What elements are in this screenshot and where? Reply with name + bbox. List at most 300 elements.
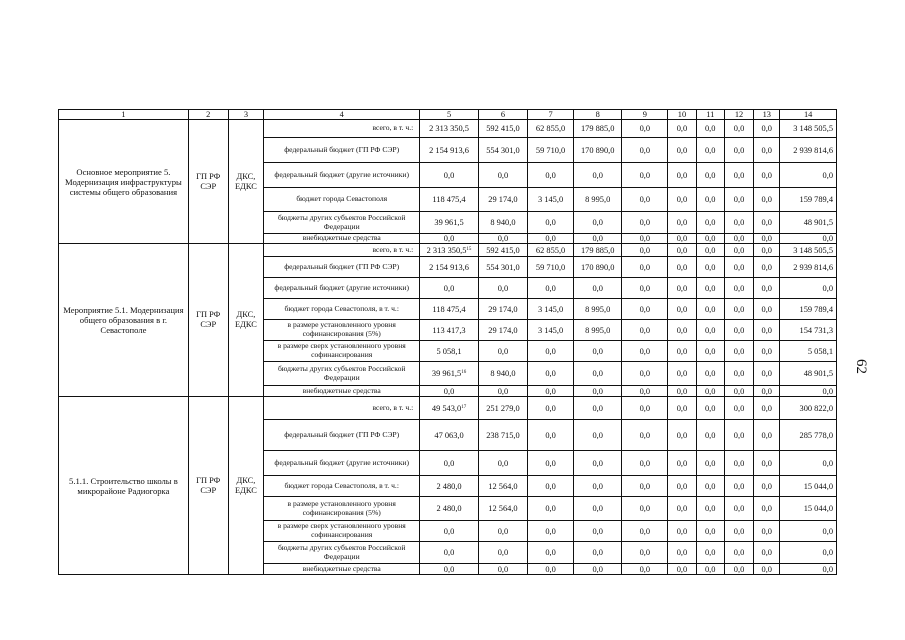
amount-cell <box>724 138 753 163</box>
amount-value: 154 731,3 <box>799 325 833 335</box>
amount-cell <box>668 497 696 521</box>
header-cell: 8 <box>574 110 622 120</box>
amount-cell <box>780 497 837 521</box>
amount-value: 0,0 <box>761 304 772 314</box>
amount-value: 0,0 <box>761 564 772 574</box>
amount-cell <box>754 397 780 420</box>
amount-value: 0,0 <box>704 262 716 272</box>
amount-cell <box>420 120 479 138</box>
amount-cell <box>668 521 696 542</box>
amount-cell <box>622 320 668 341</box>
amount-cell <box>754 362 780 386</box>
amount-cell <box>420 341 479 362</box>
header-cell: 3 <box>228 110 264 120</box>
amount-cell <box>420 397 479 420</box>
amount-cell <box>724 341 753 362</box>
block-main-event-5-executor: ДКС, ЕДКС <box>228 120 264 244</box>
amount-value: 159 789,4 <box>799 195 833 204</box>
amount-cell <box>420 420 479 451</box>
amount-value: 0,0 <box>761 369 772 378</box>
amount-cell <box>668 362 696 386</box>
amount-value: 0,0 <box>639 564 651 574</box>
amount-value: 113 417,3 <box>432 325 466 335</box>
amount-cell <box>574 362 622 386</box>
funding-source-label: в размере сверх установленного уровня софинансирования <box>264 341 420 362</box>
amount-cell <box>574 386 622 397</box>
amount-value: 0,0 <box>592 218 603 227</box>
amount-value: 0,0 <box>761 458 772 468</box>
amount-cell <box>668 188 696 212</box>
amount-value: 0,0 <box>704 504 716 513</box>
amount-value: 0,0 <box>639 430 651 440</box>
amount-cell <box>622 234 668 244</box>
amount-value: 592 415,0 <box>486 245 520 255</box>
amount-cell <box>528 234 574 244</box>
amount-cell <box>668 244 696 257</box>
amount-cell <box>780 138 837 163</box>
amount-cell <box>622 542 668 564</box>
amount-cell <box>622 451 668 476</box>
amount-value: 0,0 <box>761 403 772 413</box>
amount-cell <box>696 299 724 320</box>
amount-value: 0,0 <box>639 245 651 255</box>
amount-value: 0,0 <box>676 386 688 396</box>
amount-value: 0,0 <box>545 170 556 180</box>
amount-value: 0,0 <box>733 170 745 180</box>
amount-cell <box>780 320 837 341</box>
amount-value: 39 961,5 <box>434 218 464 227</box>
amount-cell <box>574 120 622 138</box>
amount-cell <box>668 278 696 299</box>
amount-cell <box>780 542 837 564</box>
amount-value: 0,0 <box>676 369 688 378</box>
amount-cell <box>420 244 479 257</box>
amount-cell <box>754 299 780 320</box>
amount-value: 0,0 <box>761 346 772 356</box>
amount-cell <box>780 476 837 497</box>
amount-cell <box>780 420 837 451</box>
amount-cell <box>696 386 724 397</box>
amount-cell <box>754 341 780 362</box>
amount-cell <box>724 564 753 575</box>
funding-source-label: федеральный бюджет (другие источники) <box>264 163 420 188</box>
amount-value: 3 148 505,5 <box>793 245 833 255</box>
amount-cell <box>478 476 527 497</box>
amount-cell <box>622 120 668 138</box>
header-cell: 5 <box>420 110 479 120</box>
amount-cell <box>420 362 479 386</box>
amount-value: 0,0 <box>761 262 772 272</box>
amount-cell <box>754 138 780 163</box>
amount-value: 0,0 <box>822 234 833 243</box>
amount-value: 0,0 <box>443 548 455 557</box>
amount-value: 0,0 <box>545 548 556 557</box>
block-event-5-1-executor: ДКС, ЕДКС <box>228 244 264 397</box>
amount-value: 0,0 <box>822 548 833 557</box>
amount-cell <box>478 212 527 234</box>
amount-value: 0,0 <box>761 386 772 396</box>
amount-cell <box>724 212 753 234</box>
amount-cell <box>574 341 622 362</box>
amount-cell <box>478 257 527 278</box>
amount-cell <box>478 188 527 212</box>
amount-value: 0,0 <box>733 403 745 413</box>
amount-value: 0,0 <box>497 458 509 468</box>
amount-cell <box>478 341 527 362</box>
amount-value: 59 710,0 <box>535 262 566 272</box>
block-main-event-5-title: Основное мероприятие 5. Модернизация инфраструктуры системы общего образования <box>59 120 189 244</box>
amount-cell <box>724 120 753 138</box>
amount-value: 0,0 <box>761 145 772 155</box>
funding-source-label: всего, в т. ч.: <box>264 397 420 420</box>
amount-value: 0,0 <box>592 386 603 396</box>
amount-value: 0,0 <box>497 564 509 574</box>
amount-cell <box>528 476 574 497</box>
amount-value: 0,0 <box>639 325 651 335</box>
amount-cell <box>754 451 780 476</box>
amount-cell <box>696 163 724 188</box>
amount-cell <box>754 320 780 341</box>
amount-cell <box>478 420 527 451</box>
header-cell: 7 <box>528 110 574 120</box>
amount-value: 0,0 <box>443 564 455 574</box>
amount-value: 179 885,0 <box>580 245 615 255</box>
amount-value: 0,0 <box>676 124 688 133</box>
amount-value: 47 063,0 <box>434 430 464 440</box>
amount-cell <box>696 120 724 138</box>
amount-cell <box>780 163 837 188</box>
amount-cell <box>668 341 696 362</box>
amount-value: 179 885,0 <box>580 124 615 133</box>
amount-value: 0,0 <box>592 346 603 356</box>
amount-cell <box>780 299 837 320</box>
amount-cell <box>754 476 780 497</box>
header-cell: 1 <box>59 110 189 120</box>
table-row <box>59 397 837 420</box>
amount-cell <box>478 497 527 521</box>
amount-cell <box>754 564 780 575</box>
amount-value: 29 174,0 <box>488 325 518 335</box>
amount-value: 0,0 <box>761 245 772 255</box>
amount-value: 0,0 <box>704 458 716 468</box>
amount-value: 0,0 <box>676 245 688 255</box>
funding-source-label: федеральный бюджет (ГП РФ СЭР) <box>264 138 420 163</box>
amount-cell <box>528 257 574 278</box>
amount-value: 0,0 <box>676 304 688 314</box>
footnote-mark: 15 <box>466 246 472 252</box>
table-row <box>59 244 837 257</box>
amount-cell <box>696 138 724 163</box>
amount-value: 39 961,5 <box>431 369 462 378</box>
amount-value: 0,0 <box>592 526 603 536</box>
amount-value: 0,0 <box>733 504 745 513</box>
amount-cell <box>528 362 574 386</box>
amount-value: 0,0 <box>676 564 688 574</box>
amount-value: 0,0 <box>704 124 716 133</box>
amount-cell <box>528 451 574 476</box>
amount-value: 0,0 <box>733 458 745 468</box>
amount-cell <box>574 299 622 320</box>
amount-value: 0,0 <box>497 283 509 293</box>
amount-value: 0,0 <box>733 245 745 255</box>
amount-cell <box>754 163 780 188</box>
amount-value: 49 543,0 <box>431 403 462 413</box>
amount-cell <box>574 138 622 163</box>
amount-value: 0,0 <box>443 234 455 243</box>
amount-cell <box>696 521 724 542</box>
amount-value: 15 044,0 <box>803 481 833 491</box>
amount-cell <box>528 386 574 397</box>
amount-cell <box>622 497 668 521</box>
amount-value: 0,0 <box>733 430 745 440</box>
amount-cell <box>528 188 574 212</box>
amount-cell <box>668 234 696 244</box>
amount-value: 48 901,5 <box>803 218 833 227</box>
amount-cell <box>780 362 837 386</box>
amount-value: 0,0 <box>704 481 716 491</box>
amount-cell <box>724 188 753 212</box>
amount-value: 0,0 <box>592 504 603 513</box>
funding-source-label: федеральный бюджет (ГП РФ СЭР) <box>264 420 420 451</box>
amount-value: 0,0 <box>761 548 772 557</box>
amount-value: 0,0 <box>704 195 716 204</box>
amount-cell <box>528 320 574 341</box>
amount-cell <box>696 564 724 575</box>
amount-value: 0,0 <box>592 548 603 557</box>
amount-cell <box>622 212 668 234</box>
amount-cell <box>780 521 837 542</box>
amount-value: 0,0 <box>497 234 509 243</box>
amount-cell <box>724 257 753 278</box>
amount-cell <box>668 212 696 234</box>
funding-source-label: бюджеты других субъектов Российской Федерации <box>264 542 420 564</box>
amount-cell <box>478 299 527 320</box>
funding-source-label: всего, в т. ч.: <box>264 244 420 257</box>
amount-cell <box>780 120 837 138</box>
amount-cell <box>724 362 753 386</box>
amount-cell <box>696 341 724 362</box>
amount-value: 62 855,0 <box>535 124 566 133</box>
amount-value: 0,0 <box>592 369 603 378</box>
amount-value: 3 145,0 <box>538 304 564 314</box>
amount-value: 0,0 <box>733 145 745 155</box>
amount-cell <box>528 564 574 575</box>
amount-cell <box>780 397 837 420</box>
amount-cell <box>754 386 780 397</box>
block-event-5-1-1-title: 5.1.1. Строительство школы в микрорайоне Радиогорка <box>59 397 189 575</box>
amount-cell <box>478 244 527 257</box>
amount-cell <box>668 564 696 575</box>
amount-value: 29 174,0 <box>488 195 518 204</box>
amount-cell <box>574 244 622 257</box>
amount-value: 0,0 <box>592 234 603 243</box>
amount-cell <box>420 163 479 188</box>
amount-value: 251 279,0 <box>486 403 520 413</box>
funding-source-label: в размере установленного уровня софинансирования (5%) <box>264 497 420 521</box>
amount-cell <box>754 497 780 521</box>
header-row <box>59 110 837 120</box>
amount-value: 62 855,0 <box>535 245 566 255</box>
amount-cell <box>724 397 753 420</box>
amount-value: 0,0 <box>545 430 556 440</box>
amount-value: 0,0 <box>639 403 651 413</box>
amount-value: 0,0 <box>761 218 772 227</box>
header-cell: 11 <box>696 110 724 120</box>
amount-value: 0,0 <box>545 458 556 468</box>
amount-cell <box>420 497 479 521</box>
amount-value: 0,0 <box>497 386 509 396</box>
amount-cell <box>420 212 479 234</box>
amount-cell <box>420 320 479 341</box>
amount-cell <box>724 542 753 564</box>
amount-cell <box>420 476 479 497</box>
amount-value: 0,0 <box>676 430 688 440</box>
amount-cell <box>622 521 668 542</box>
amount-value: 0,0 <box>639 481 651 491</box>
amount-cell <box>528 138 574 163</box>
amount-value: 5 058,1 <box>436 346 462 356</box>
amount-value: 2 313 350,5 <box>426 245 467 255</box>
amount-cell <box>696 212 724 234</box>
block-main-event-5-program: ГП РФ СЭР <box>188 120 228 244</box>
amount-cell <box>780 386 837 397</box>
amount-cell <box>478 278 527 299</box>
amount-cell <box>696 244 724 257</box>
amount-cell <box>574 420 622 451</box>
amount-value: 0,0 <box>639 124 651 133</box>
amount-value: 0,0 <box>761 430 772 440</box>
amount-value: 0,0 <box>733 369 745 378</box>
amount-value: 0,0 <box>704 245 716 255</box>
amount-value: 592 415,0 <box>486 124 520 133</box>
block-event-5-1-1-program: ГП РФ СЭР <box>188 397 228 575</box>
funding-source-label: внебюджетные средства <box>264 234 420 244</box>
amount-cell <box>780 564 837 575</box>
amount-value: 0,0 <box>733 386 745 396</box>
amount-cell <box>780 188 837 212</box>
amount-value: 0,0 <box>704 403 716 413</box>
amount-value: 0,0 <box>733 262 745 272</box>
amount-cell <box>420 278 479 299</box>
amount-cell <box>724 163 753 188</box>
amount-cell <box>420 138 479 163</box>
amount-cell <box>574 564 622 575</box>
amount-cell <box>574 451 622 476</box>
amount-cell <box>668 397 696 420</box>
amount-value: 0,0 <box>592 481 603 491</box>
funding-source-label: федеральный бюджет (другие источники) <box>264 278 420 299</box>
amount-value: 0,0 <box>676 403 688 413</box>
amount-value: 0,0 <box>639 458 651 468</box>
amount-value: 2 480,0 <box>436 481 462 491</box>
amount-cell <box>754 244 780 257</box>
amount-value: 0,0 <box>704 145 716 155</box>
amount-cell <box>724 386 753 397</box>
amount-value: 0,0 <box>676 262 688 272</box>
amount-value: 2 154 913,6 <box>429 262 469 272</box>
amount-cell <box>668 299 696 320</box>
amount-cell <box>528 278 574 299</box>
amount-value: 0,0 <box>704 170 716 180</box>
header-cell: 9 <box>622 110 668 120</box>
amount-cell <box>724 234 753 244</box>
amount-cell <box>574 320 622 341</box>
amount-value: 0,0 <box>545 369 556 378</box>
amount-value: 12 564,0 <box>488 481 518 491</box>
financing-table <box>58 109 837 575</box>
amount-cell <box>420 564 479 575</box>
amount-cell <box>420 299 479 320</box>
amount-value: 0,0 <box>639 283 651 293</box>
amount-cell <box>668 476 696 497</box>
amount-value: 0,0 <box>497 548 509 557</box>
amount-value: 0,0 <box>733 195 745 204</box>
amount-cell <box>780 212 837 234</box>
amount-value: 238 715,0 <box>486 430 520 440</box>
amount-cell <box>668 163 696 188</box>
amount-value: 0,0 <box>592 403 603 413</box>
amount-cell <box>478 120 527 138</box>
amount-cell <box>420 521 479 542</box>
amount-value: 3 145,0 <box>538 195 564 204</box>
amount-cell <box>780 278 837 299</box>
amount-cell <box>420 234 479 244</box>
amount-value: 0,0 <box>592 458 603 468</box>
amount-value: 0,0 <box>733 283 745 293</box>
amount-value: 12 564,0 <box>488 504 518 513</box>
amount-value: 0,0 <box>545 504 556 513</box>
amount-value: 0,0 <box>639 145 651 155</box>
funding-source-label: всего, в т. ч.: <box>264 120 420 138</box>
amount-cell <box>754 257 780 278</box>
amount-cell <box>528 420 574 451</box>
amount-cell <box>574 234 622 244</box>
amount-cell <box>696 278 724 299</box>
amount-cell <box>622 299 668 320</box>
header-cell: 4 <box>264 110 420 120</box>
amount-cell <box>780 341 837 362</box>
amount-cell <box>622 188 668 212</box>
amount-value: 0,0 <box>443 386 455 396</box>
amount-value: 0,0 <box>545 283 556 293</box>
amount-value: 5 058,1 <box>807 346 833 356</box>
amount-cell <box>420 386 479 397</box>
amount-value: 0,0 <box>639 548 651 557</box>
amount-value: 2 480,0 <box>436 504 462 513</box>
amount-cell <box>724 451 753 476</box>
amount-value: 0,0 <box>822 564 833 574</box>
header-cell: 6 <box>478 110 527 120</box>
amount-value: 0,0 <box>676 325 688 335</box>
amount-value: 0,0 <box>676 548 688 557</box>
amount-value: 0,0 <box>592 564 603 574</box>
amount-cell <box>754 120 780 138</box>
amount-value: 0,0 <box>545 234 556 243</box>
amount-cell <box>724 420 753 451</box>
amount-cell <box>622 420 668 451</box>
amount-cell <box>478 163 527 188</box>
amount-cell <box>696 476 724 497</box>
funding-source-label: бюджет города Севастополя, в т. ч.: <box>264 476 420 497</box>
amount-cell <box>622 257 668 278</box>
amount-cell <box>478 386 527 397</box>
amount-value: 0,0 <box>592 283 603 293</box>
amount-value: 8 995,0 <box>585 195 611 204</box>
amount-cell <box>696 257 724 278</box>
amount-value: 0,0 <box>733 548 745 557</box>
amount-value: 3 148 505,5 <box>793 124 833 133</box>
amount-value: 0,0 <box>443 283 455 293</box>
